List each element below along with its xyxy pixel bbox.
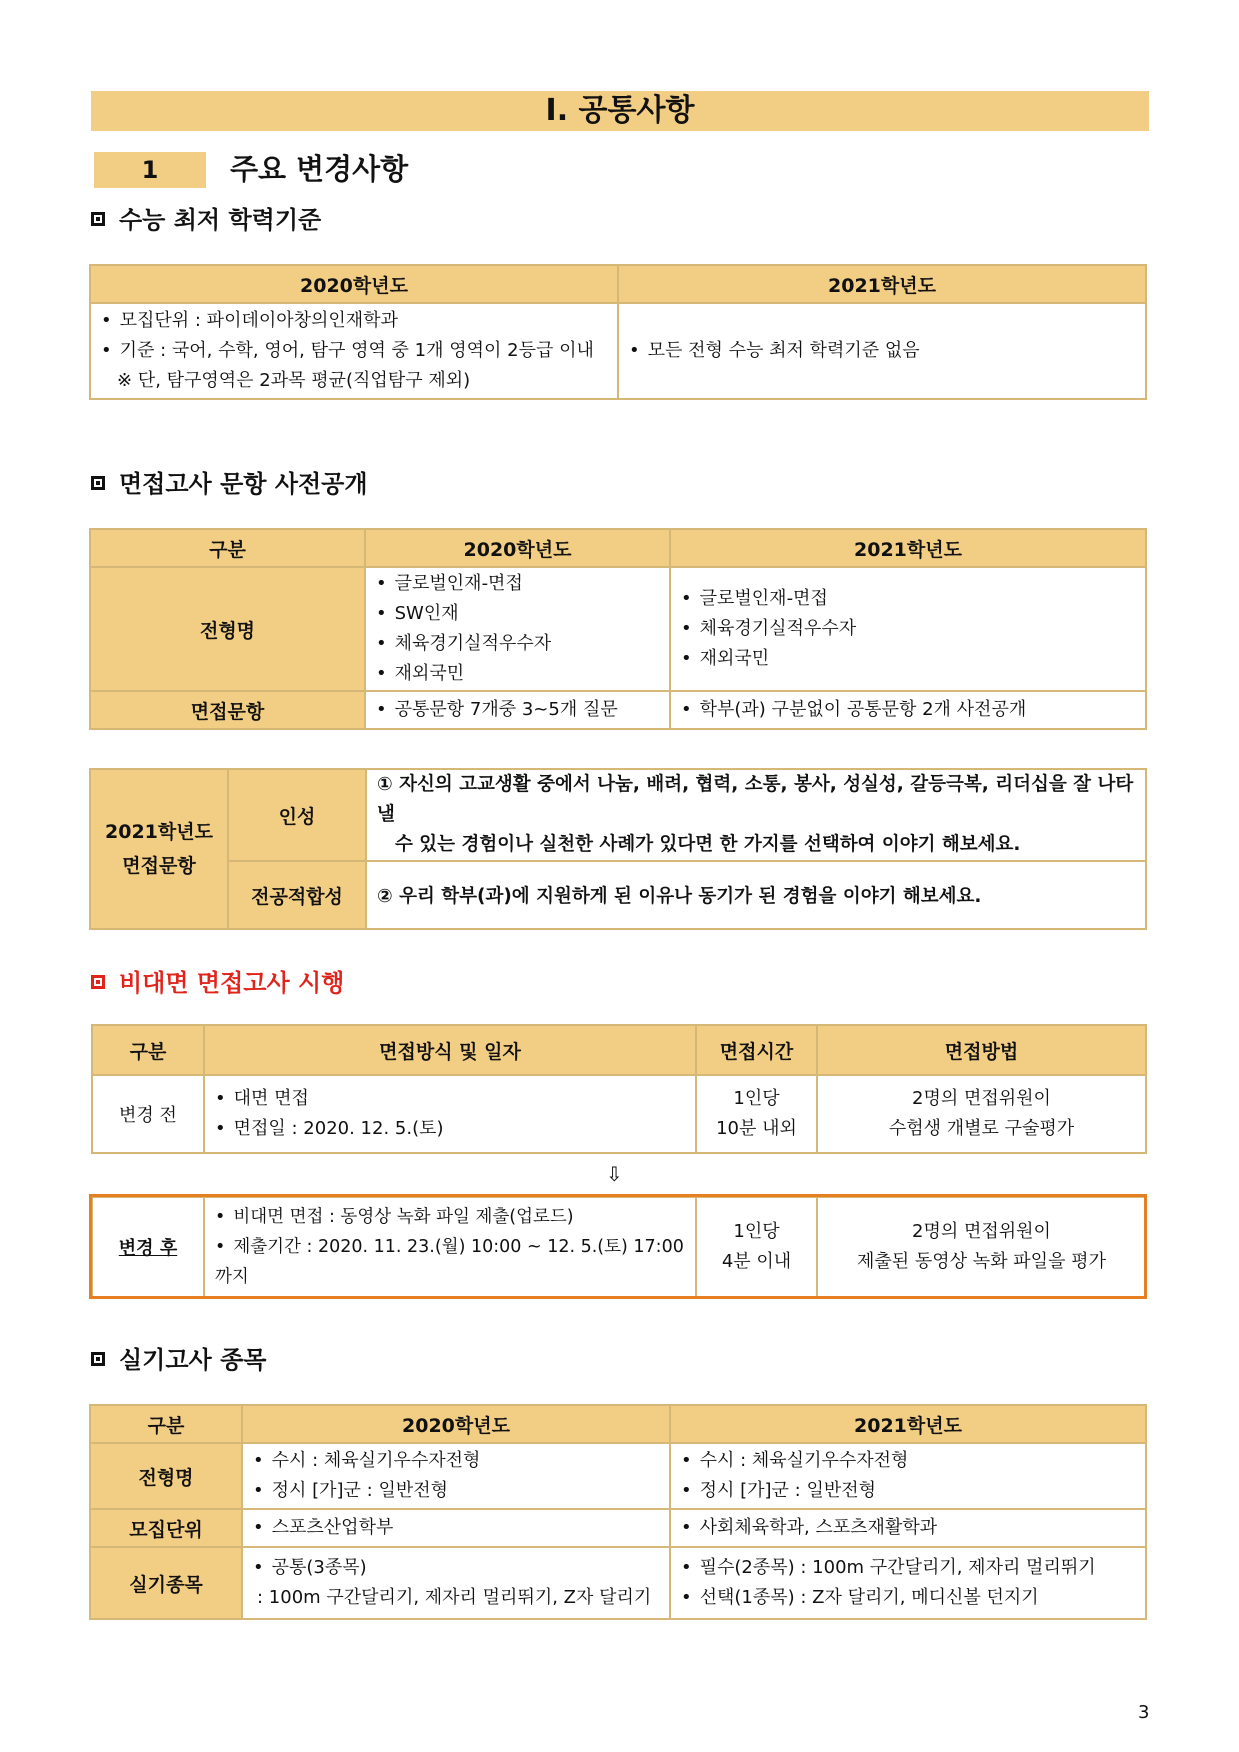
online-col-method: 면접방식 및 일자 [204, 1025, 696, 1075]
q1-label: 인성 [228, 769, 366, 861]
pr-row1-2021: • 수시 : 체육실기우수자전형 • 정시 [가]군 : 일반전형 [670, 1443, 1146, 1509]
csat-col-2020: 2020학년도 [90, 265, 618, 303]
online-before-table [91, 1024, 1147, 1154]
pr-row1-2020: • 수시 : 체육실기우수자전형 • 정시 [가]군 : 일반전형 [242, 1443, 670, 1509]
online-interview-heading: 비대면 면접고사 시행 [91, 967, 344, 999]
ip-row2-2021: • 학부(과) 구분없이 공통문항 2개 사전공개 [670, 691, 1146, 729]
list-item: • 재외국민 [681, 644, 1135, 674]
before-time: 1인당 10분 내외 [696, 1075, 817, 1153]
section-title: 주요 변경사항 [230, 152, 409, 186]
after-method: • 비대면 면접 : 동영상 녹화 파일 제출(업로드) • 제출기간 : 2020. 11. 23.(월) 10:00 ~ 12. 5.(토) 17:00까지 [204, 1197, 696, 1297]
pr-row2-2021: • 사회체육학과, 스포츠재활학과 [670, 1509, 1146, 1547]
list-item: • 체육경기실적우수자 [681, 614, 1135, 644]
list-item: • 재외국민 [376, 659, 659, 689]
pr-row3-2020: • 공통(3종목) : 100m 구간달리기, 제자리 멀리뛰기, Z자 달리기 [242, 1547, 670, 1619]
pr-col-2021: 2021학년도 [670, 1405, 1146, 1443]
pr-row3-label: 실기종목 [90, 1547, 242, 1619]
q1-text: ① 자신의 고교생활 중에서 나눔, 배려, 협력, 소통, 봉사, 성실성, 갈등극복, 리더십을 잘 나타낼 수 있는 경험이나 실천한 사례가 있다면 한 가지를 선택하여 이야기 해보세요. [366, 769, 1146, 861]
after-time: 1인당 4분 이내 [696, 1197, 817, 1297]
ip-row1-label: 전형명 [90, 567, 365, 691]
down-arrow-icon: ⇩ [606, 1162, 623, 1186]
after-label: 변경 후 [92, 1197, 204, 1297]
list-item: • 체육경기실적우수자 [376, 629, 659, 659]
square-bullet-icon [91, 1352, 105, 1366]
pr-col-label: 구분 [90, 1405, 242, 1443]
before-way: 2명의 면접위원이 수험생 개별로 구술평가 [817, 1075, 1146, 1153]
square-bullet-icon [91, 476, 105, 490]
csat-2020-item: • 모집단위 : 파이데이아창의인재학과 [101, 306, 607, 336]
interview-preview-heading: 면접고사 문항 사전공개 [91, 468, 368, 500]
list-item: • 글로벌인재-면접 [376, 569, 659, 599]
ip-row2-2020: • 공통문항 7개중 3~5개 질문 [365, 691, 670, 729]
questions-label: 2021학년도 면접문항 [90, 769, 228, 929]
list-item: • SW인재 [376, 599, 659, 629]
online-col-time: 면접시간 [696, 1025, 817, 1075]
pr-row2-label: 모집단위 [90, 1509, 242, 1547]
square-bullet-icon [91, 212, 105, 226]
online-col-label: 구분 [92, 1025, 204, 1075]
q2-label: 전공적합성 [228, 861, 366, 929]
list-item: • 글로벌인재-면접 [681, 584, 1135, 614]
csat-heading: 수능 최저 학력기준 [91, 204, 321, 236]
ip-col-2020: 2020학년도 [365, 529, 670, 567]
ip-row2-label: 면접문항 [90, 691, 365, 729]
practical-heading: 실기고사 종목 [91, 1344, 266, 1376]
q2-text: ② 우리 학부(과)에 지원하게 된 이유나 동기가 된 경험을 이야기 해보세요. [366, 861, 1146, 929]
online-col-way: 면접방법 [817, 1025, 1146, 1075]
page-title: Ⅰ. 공통사항 [91, 91, 1149, 131]
csat-table [89, 264, 1147, 400]
square-bullet-icon [91, 975, 105, 989]
csat-2020-cell [90, 303, 618, 399]
practical-table [89, 1404, 1147, 1620]
ip-row1-2021 [670, 567, 1146, 691]
page-number: 3 [1138, 1702, 1150, 1723]
csat-2020-note: ※ 단, 탐구영역은 2과목 평균(직업탐구 제외) [117, 370, 471, 391]
csat-2021-cell [618, 303, 1146, 399]
pr-row2-2020: • 스포츠산업학부 [242, 1509, 670, 1547]
csat-2021-item: • 모든 전형 수능 최저 학력기준 없음 [629, 336, 1135, 366]
pr-col-2020: 2020학년도 [242, 1405, 670, 1443]
csat-col-2021: 2021학년도 [618, 265, 1146, 303]
questions-table [89, 768, 1147, 930]
ip-col-2021: 2021학년도 [670, 529, 1146, 567]
after-way: 2명의 면접위원이 제출된 동영상 녹화 파일을 평가 [817, 1197, 1146, 1297]
pr-row3-2021: • 필수(2종목) : 100m 구간달리기, 제자리 멀리뛰기 • 선택(1종목) : Z자 달리기, 메디신볼 던지기 [670, 1547, 1146, 1619]
before-label: 변경 전 [92, 1075, 204, 1153]
ip-row1-2020 [365, 567, 670, 691]
ip-col-label: 구분 [90, 529, 365, 567]
section-number: 1 [94, 152, 206, 188]
online-after-table [91, 1196, 1147, 1298]
pr-row1-label: 전형명 [90, 1443, 242, 1509]
csat-2020-item: • 기준 : 국어, 수학, 영어, 탐구 영역 중 1개 영역이 2등급 이내 [101, 336, 607, 366]
before-method: • 대면 면접 • 면접일 : 2020. 12. 5.(토) [204, 1075, 696, 1153]
interview-preview-table [89, 528, 1147, 730]
